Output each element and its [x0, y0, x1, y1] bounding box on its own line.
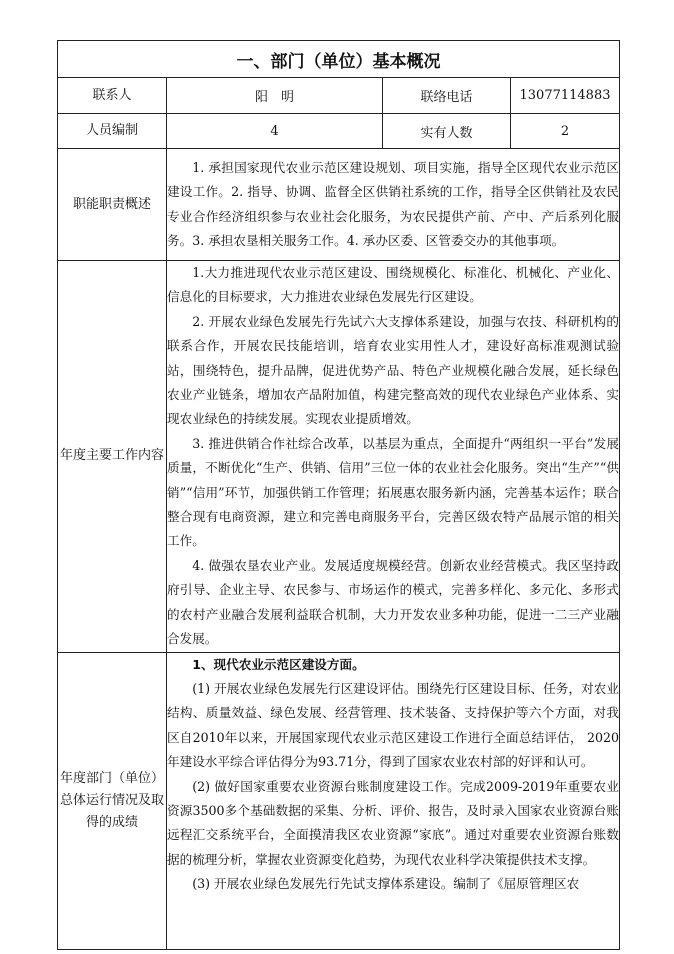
staff-count: 4 — [167, 114, 383, 149]
phone-value: 13077114883 — [511, 78, 620, 114]
contact-label: 联系人 — [58, 78, 167, 114]
section-title: 一、部门（单位）基本概况 — [58, 41, 620, 78]
basic-info-table — [57, 40, 620, 950]
annual-work-paragraph: 4. 做强农垦农业产业。发展适度规模经营。创新农业经营模式。我区坚持政府引导、企业主导、农民参与、市场运作的模式，完善多样化、多元化、多形式的农村产业融合发展利益联合机制，大力开发农业多种功能，促进一二三产业融合发展。 — [167, 557, 619, 647]
duties-content — [167, 149, 620, 261]
achievements-paragraph: (3) 开展农业绿色发展先行先试支撑体系建设。编制了《屈原管理区农 — [192, 876, 580, 892]
staff-label: 人员编制 — [58, 114, 167, 149]
achievements-heading: 1、现代农业示范区建设方面。 — [192, 656, 365, 672]
contact-name: 阳 明 — [167, 78, 383, 114]
annual-work-content — [167, 261, 620, 653]
achievements-content — [167, 652, 620, 949]
duties-paragraph: 1. 承担国家现代农业示范区建设规划、项目实施，指导全区现代农业示范区建设工作。2. 指导、协调、监督全区供销社系统的工作，指导全区供销社及农民专业合作经济组织参与农业社会化服务，为农民提供产前、产中、产后系列化服务。3. 承担农垦相关服务工作。4. 承办区委、区管委交办的其他事项。 — [167, 159, 619, 248]
achievements-label: 年度部门（单位）总体运行情况及取得的成绩 — [58, 652, 167, 949]
actual-staff-count: 2 — [511, 114, 620, 149]
annual-work-paragraph: 2. 开展农业绿色发展先行先试六大支撑体系建设，加强与农技、科研机构的联系合作，开展农民技能培训，培育农业实用性人才，建设好高标准观测试验站，围绕特色，提升品牌，促进优势产品、特色产业规模化融合发展，延长绿色农业产业链条，增加农产品附加值，构建完整高效的现代农业绿色产业体系、实现农业绿色的持续发展。实现农业提质增效。 — [167, 313, 619, 427]
phone-label: 联络电话 — [383, 78, 511, 114]
annual-work-paragraph: 1.大力推进现代农业示范区建设、围绕规模化、标准化、机械化、产业化、信息化的目标要求，大力推进农业绿色发展先行区建设。 — [167, 265, 619, 305]
duties-label: 职能职责概述 — [58, 149, 167, 261]
achievements-paragraph: (1) 开展农业绿色发展先行区建设评估。围绕先行区建设目标、任务，对农业结构、质量效益、绿色发展、经营管理、技术装备、支持保护等六个方面，对我区自2010年以来，开展国家现代农业示范区建设工作进行全面总结评估， 2020年建设水平综合评估得分为93.71分，得到了国家农业农村部的好评和认可。 — [167, 680, 619, 770]
annual-work-paragraph: 3. 推进供销合作社综合改革，以基层为重点，全面提升“两组织一平台”发展质量，不断优化“生产、供销、信用”三位一体的农业社会化服务。突出“生产”“供销”“信用”环节，加强供销工作管理；拓展惠农服务新内涵，完善基本运作；联合整合现有电商资源，建立和完善电商服务平台，完善区级农特产品展示馆的相关工作。 — [167, 435, 619, 549]
annual-work-label: 年度主要工作内容 — [58, 261, 167, 653]
achievements-paragraph: (2) 做好国家重要农业资源台账制度建设工作。完成2009-2019年重要农业资源3500多个基础数据的采集、分析、评价、报告，及时录入国家农业资源台账远程汇交系统平台，全面摸清我区农业资源“家底”。通过对重要农业资源台账数据的梳理分析，掌握农业资源变化趋势，为现代农业科学决策提供技术支撑。 — [167, 778, 619, 867]
actual-staff-label: 实有人数 — [383, 114, 511, 149]
